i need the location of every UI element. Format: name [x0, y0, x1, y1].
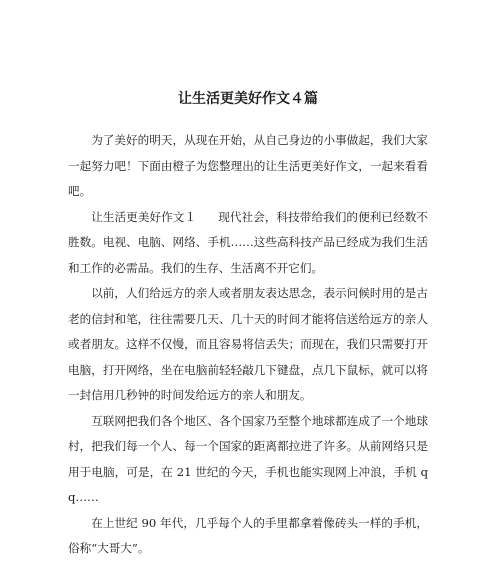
document-body — [68, 128, 428, 561]
paragraph-text: 现代社会，科技带给我们的便利已经数不胜数。电视、电脑、网络、手机……这些高科技产品已经成为我们生活和工作的必需品。我们的生存、生活离不开它们。 — [68, 209, 428, 275]
paragraph-letters — [68, 281, 428, 409]
paragraph-essay-1 — [68, 205, 428, 282]
paragraph-text: 以前，人们给远方的亲人或者朋友表达思念，表示问候时用的是古老的信封和笔，往往需要几天、几十天的时间才能将信送给远方的亲人或者朋友。这样不仅慢，而且容易将信丢失；而现在，我们只需要打开电脑，打开网络，坐在电脑前轻轻敲几下键盘，点几下鼠标，就可以将一封信用几秒钟的时间发给远方的亲人和朋友。 — [68, 286, 428, 402]
paragraph-internet — [68, 409, 428, 511]
paragraph-text: 为了美好的明天，从现在开始，从自己身边的小事做起，我们大家一起努力吧！下面由橙子为您整理出的让生活更美好作文，一起来看看吧。 — [68, 133, 428, 198]
paragraph-phones — [68, 511, 428, 561]
paragraph-text: 在上世纪 90 年代，几乎每个人的手里都拿着像砖头一样的手机，俗称“大哥大”。 — [68, 515, 428, 555]
paragraph-text: 互联网把我们各个地区、各个国家乃至整个地球都连成了一个地球村，把我们每一个人、每一个国家的距离都拉进了许多。从前网络只是用于电脑，可是，在 21 世纪的今天，手机也能实现网上冲浪，手机 qq…… — [68, 413, 428, 504]
document-title: 让生活更美好作文４篇 — [178, 91, 318, 107]
paragraph-intro — [68, 128, 428, 205]
essay-heading: 让生活更美好作文１ — [91, 209, 197, 224]
